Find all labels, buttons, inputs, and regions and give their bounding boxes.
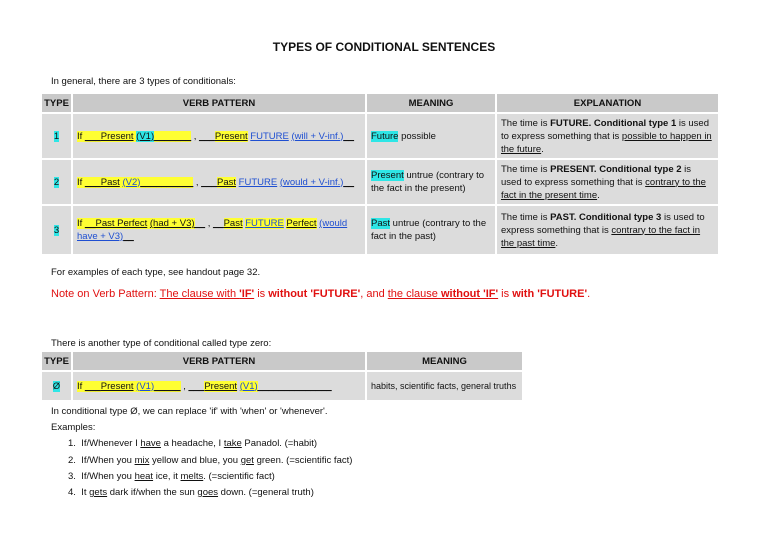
comma: , (207, 218, 211, 229)
conditionals-table (40, 92, 720, 256)
type-cell (42, 114, 71, 158)
main-verb: Present (204, 380, 238, 392)
list-item (68, 438, 317, 449)
if-verb: Present (100, 130, 134, 142)
meaning-highlight: Future (371, 130, 399, 142)
blank: __ (343, 130, 355, 142)
note-part: , and (360, 288, 388, 300)
meaning-cell (367, 206, 495, 254)
if-form: (V1) (136, 380, 155, 392)
example-verb: take (223, 438, 242, 449)
table-row (42, 160, 718, 204)
blank: __ (123, 231, 134, 242)
example-text: down. (=general truth) (218, 487, 314, 498)
explanation-bold: FUTURE. Conditional type 1 (550, 117, 677, 129)
example-text: yellow and blue, you (149, 455, 241, 466)
note-part: without 'FUTURE' (268, 288, 361, 300)
list-item (68, 455, 352, 466)
example-text: dark if/when the sun (107, 487, 198, 498)
main-form: (would have + V3) (77, 218, 348, 242)
list-item (68, 487, 314, 498)
note-part: is (254, 288, 269, 300)
blank: __ (84, 218, 96, 229)
list-number: 4. (68, 487, 76, 498)
explanation-underlined: contrary to the fact in the past time (501, 224, 701, 249)
explanation-cell (497, 206, 718, 254)
main-verb: Past (223, 218, 243, 229)
meaning-cell (367, 160, 495, 204)
example-verb: goes (197, 487, 219, 498)
verb-pattern-cell (73, 372, 365, 400)
explanation-text: The time is (501, 163, 551, 175)
header-type: TYPE (42, 94, 71, 112)
example-verb: get (240, 455, 254, 466)
if-form: (had + V3) (149, 218, 195, 229)
meaning-text: possible (401, 130, 436, 142)
main-future: FUTURE (245, 218, 284, 229)
meaning-text: untrue (contrary to the fact in the present) (371, 170, 485, 194)
list-number: 2. (68, 455, 76, 466)
blank: ______________ (257, 380, 332, 392)
example-verb: heat (134, 471, 154, 482)
explanation-text: is used to express something that is (501, 117, 709, 142)
example-text: . (=scientific fact) (203, 471, 275, 482)
list-number: 1. (68, 438, 76, 449)
comma: , (195, 176, 199, 188)
explanation-text: . (555, 237, 559, 249)
meaning-cell: habits, scientific facts, general truths (367, 372, 522, 400)
zero-conditional-table (40, 350, 524, 402)
list-item (68, 471, 275, 482)
type-cell (42, 160, 71, 204)
if-word: If (77, 130, 83, 142)
explanation-cell (497, 114, 718, 158)
explanation-text: is used to express something that is (501, 211, 705, 236)
note-part: with 'FUTURE' (512, 288, 588, 300)
intro-text: In general, there are 3 types of conditionals: (51, 76, 236, 87)
meaning-highlight: Past (371, 218, 391, 229)
table-header-row (42, 94, 718, 112)
explanation-bold: PAST. Conditional type 3 (550, 211, 662, 223)
example-text: green. (=scientific fact) (253, 455, 353, 466)
blank: _____ (154, 380, 181, 392)
type-cell (42, 206, 71, 254)
example-text: It (81, 487, 90, 498)
note-part: without 'IF' (440, 288, 499, 300)
example-text: ice, it (153, 471, 181, 482)
blank: __ (194, 218, 206, 229)
explanation-text: The time is (501, 211, 551, 223)
note-part: 'IF' (239, 288, 255, 300)
example-verb: gets (89, 487, 108, 498)
main-form: (V1) (239, 380, 258, 392)
main-future: FUTURE (238, 176, 278, 188)
comma: , (193, 130, 197, 142)
header-verb-pattern: VERB PATTERN (73, 352, 365, 370)
blank: ___ (188, 380, 205, 392)
if-word: If (77, 380, 83, 392)
explanation-text: The time is (501, 117, 551, 129)
header-meaning: MEANING (367, 94, 495, 112)
meaning-cell (367, 114, 495, 158)
type-number: 2 (53, 176, 60, 188)
explanation-underlined: contrary to the fact in the present time (501, 176, 706, 201)
example-text: If/When you (81, 471, 135, 482)
verb-pattern-cell (73, 206, 365, 254)
replace-note: In conditional type Ø, we can replace 'if' with 'when' or 'whenever'. (51, 406, 328, 417)
meaning-text: untrue (contrary to the fact in the past) (371, 218, 487, 242)
table-row (42, 114, 718, 158)
note-lead: Note on Verb Pattern: (51, 288, 160, 300)
example-verb: melts (180, 471, 204, 482)
header-meaning: MEANING (367, 352, 522, 370)
header-explanation: EXPLANATION (497, 94, 718, 112)
header-type: TYPE (42, 352, 71, 370)
example-text: If/When you (81, 455, 135, 466)
if-verb: Past (100, 176, 120, 188)
example-text: If/Whenever I (81, 438, 141, 449)
blank: __ (213, 218, 224, 229)
example-text: Panadol. (=habit) (241, 438, 318, 449)
examples-label: Examples: (51, 422, 96, 433)
table-row (42, 206, 718, 254)
zero-intro: There is another type of conditional called type zero: (51, 338, 272, 349)
verb-pattern-cell (73, 160, 365, 204)
table-row (42, 372, 522, 400)
explanation-text: is used to express something that is (501, 163, 692, 188)
note-part: The clause with (159, 288, 240, 300)
blank: __________ (140, 176, 194, 188)
main-form: (would + V-inf.) (279, 176, 344, 188)
if-word: If (77, 218, 83, 229)
blank: ___ (201, 176, 218, 188)
table-header-row (42, 352, 522, 370)
if-form: (V2) (122, 176, 141, 188)
example-verb: mix (134, 455, 150, 466)
blank: ___ (84, 176, 101, 188)
list-number: 3. (68, 471, 76, 482)
if-verb: Present (100, 380, 134, 392)
blank: ___ (84, 380, 101, 392)
handout-note: For examples of each type, see handout page 32. (51, 267, 261, 278)
type-symbol: Ø (52, 380, 61, 392)
verb-pattern-cell (73, 114, 365, 158)
page-title: TYPES OF CONDITIONAL SENTENCES (272, 40, 496, 54)
example-verb: have (140, 438, 161, 449)
blank: ___ (199, 130, 215, 142)
main-verb: Present (214, 130, 248, 142)
if-verb: Past Perfect (95, 218, 148, 229)
if-form: (V1) (136, 130, 155, 142)
main-perfect: Perfect (286, 218, 317, 229)
type-number: 1 (53, 130, 60, 142)
main-verb: Past (217, 176, 237, 188)
main-form: (will + V-inf.) (291, 130, 344, 142)
explanation-underlined: possible to happen in the future (501, 130, 712, 155)
example-text: a headache, I (160, 438, 224, 449)
blank: ___ (84, 130, 101, 142)
verb-pattern-note (51, 288, 590, 300)
explanation-cell (497, 160, 718, 204)
if-word: If (77, 176, 83, 188)
comma: , (183, 380, 186, 392)
note-part: . (587, 288, 591, 300)
note-part: the clause (387, 288, 441, 300)
note-part: is (498, 288, 513, 300)
explanation-text: . (597, 189, 600, 201)
main-future: FUTURE (250, 130, 289, 142)
type-cell (42, 372, 71, 400)
blank: _______ (154, 130, 192, 142)
meaning-highlight: Present (371, 170, 404, 181)
header-verb-pattern: VERB PATTERN (73, 94, 365, 112)
explanation-text: . (541, 143, 544, 155)
type-number: 3 (53, 224, 60, 236)
explanation-bold: PRESENT. Conditional type 2 (550, 163, 682, 175)
blank: __ (343, 176, 355, 188)
